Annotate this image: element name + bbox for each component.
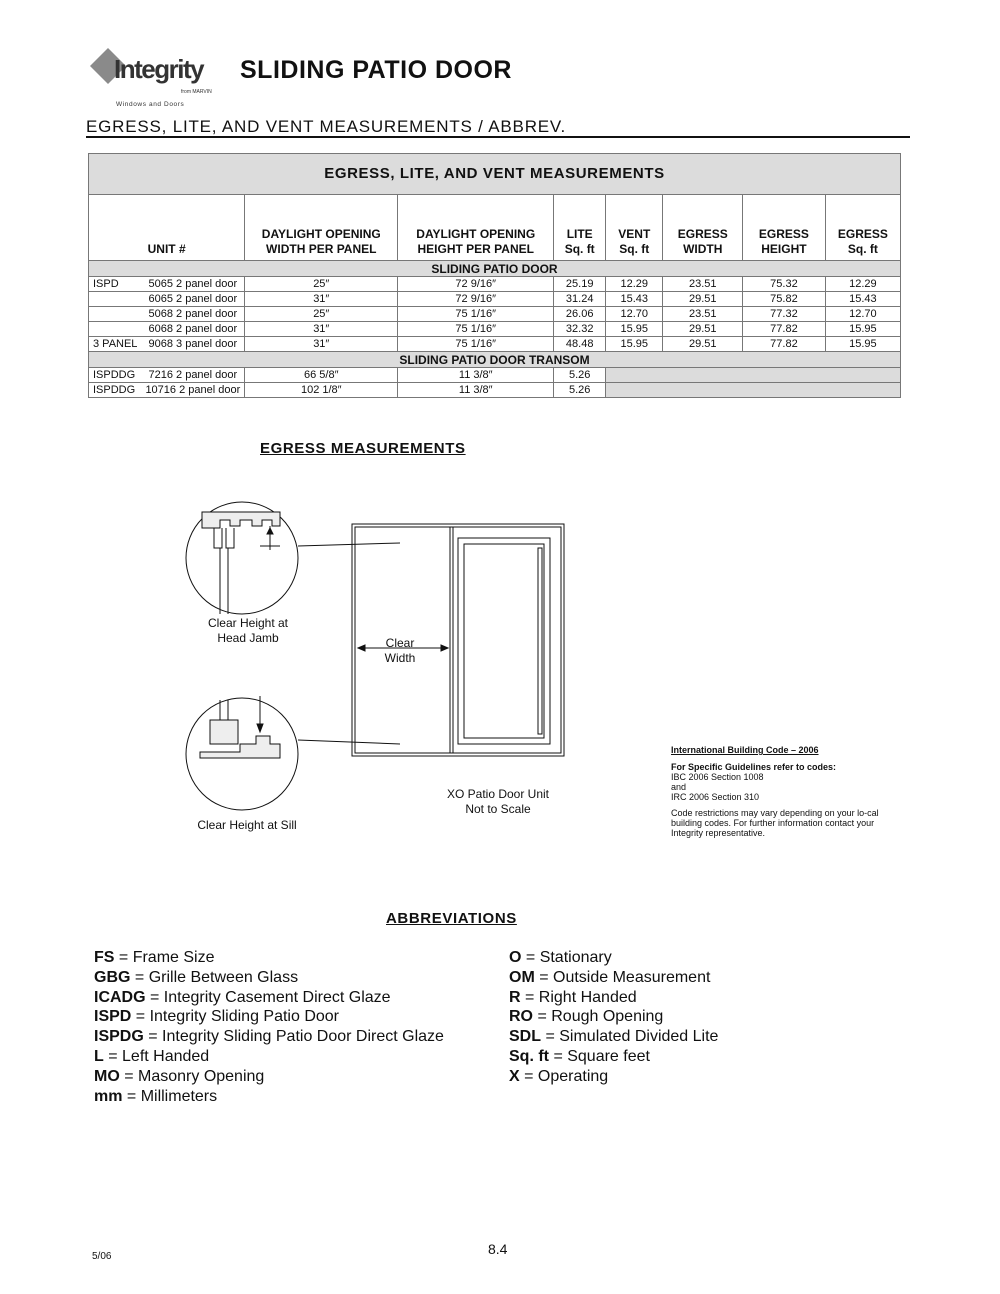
- table-cell: 5068 2 panel door: [141, 307, 244, 322]
- abbreviations-heading: ABBREVIATIONS: [386, 910, 517, 927]
- page-number: 8.4: [488, 1241, 508, 1257]
- column-header: VENT Sq. ft: [606, 195, 663, 261]
- logo-tagline: Windows and Doors: [116, 101, 185, 108]
- table-cell: 77.82: [743, 322, 826, 337]
- abbreviation-item: [509, 1027, 718, 1047]
- abbreviation-term: FS: [94, 949, 115, 966]
- abbreviation-separator: =: [103, 1047, 123, 1065]
- abbreviation-definition: Right Handed: [538, 988, 637, 1006]
- abbreviation-definition: Millimeters: [140, 1087, 218, 1105]
- abbreviation-separator: =: [520, 988, 539, 1006]
- table-cell: ISPDDG: [89, 383, 142, 398]
- abbreviation-separator: =: [131, 1008, 150, 1026]
- sill-profile: [210, 720, 238, 744]
- abbreviation-term: MO: [94, 1067, 120, 1085]
- clear-width-caption-line: Clear: [385, 636, 415, 650]
- table-cell: 102 1/8″: [245, 383, 398, 398]
- abbreviation-item: [94, 1087, 444, 1107]
- integrity-logo: [86, 44, 222, 110]
- egress-heading: EGRESS MEASUREMENTS: [260, 440, 466, 457]
- code-notes-guidelines: For Specific Guidelines refer to codes:: [671, 762, 837, 772]
- table-cell: 3 PANEL: [89, 337, 142, 352]
- abbreviation-separator: =: [549, 1047, 568, 1065]
- abbreviation-definition: Outside Measurement: [553, 968, 711, 986]
- abbreviation-term: X: [509, 1067, 520, 1085]
- table-row: [89, 368, 901, 383]
- logo-brand: Integrity: [114, 54, 204, 84]
- table-row: [89, 292, 901, 307]
- xo-unit-caption-line: Not to Scale: [465, 802, 531, 816]
- head-jamb-caption-line: Clear Height at: [207, 616, 289, 630]
- table-cell: 15.95: [825, 337, 900, 352]
- column-header: EGRESS WIDTH: [663, 195, 743, 261]
- abbreviation-definition: Integrity Casement Direct Glaze: [163, 988, 391, 1006]
- abbreviation-item: [509, 968, 718, 988]
- abbreviation-term: L: [94, 1047, 104, 1065]
- table-cell: 31.24: [554, 292, 606, 307]
- abbreviation-separator: =: [114, 949, 133, 966]
- abbreviation-item: [509, 1047, 718, 1067]
- abbreviation-definition: Square feet: [567, 1047, 650, 1065]
- table-cell: 25″: [245, 277, 398, 292]
- abbreviation-definition: Simulated Divided Lite: [559, 1028, 719, 1046]
- sill-caption: Clear Height at Sill: [197, 818, 297, 832]
- table-cell: 72 9/16″: [398, 277, 554, 292]
- xo-unit-caption: [430, 787, 566, 817]
- abbreviation-definition: Operating: [537, 1067, 609, 1085]
- abbreviation-item: [509, 1067, 718, 1087]
- code-notes-line: IRC 2006 Section 310: [671, 792, 760, 802]
- table-row: [89, 307, 901, 322]
- code-notes: [671, 745, 901, 838]
- table-empty-cell: [606, 383, 901, 398]
- column-header: LITE Sq. ft: [554, 195, 606, 261]
- table-cell: 11 3/8″: [398, 383, 554, 398]
- table-cell: 29.51: [663, 337, 743, 352]
- table-cell: 75.32: [743, 277, 826, 292]
- abbreviation-term: ISPD: [94, 1008, 132, 1026]
- abbreviation-item: [94, 948, 444, 968]
- table-cell: 10716 2 panel door: [141, 383, 244, 398]
- table-row: [89, 322, 901, 337]
- abbreviation-item: [94, 1047, 444, 1067]
- abbreviation-item: [94, 1067, 444, 1087]
- abbreviation-item: [509, 1007, 718, 1027]
- abbreviation-item: [94, 968, 444, 988]
- abbreviation-term: RO: [509, 1008, 533, 1026]
- table-section-row: [89, 261, 901, 277]
- abbreviation-term: O: [509, 949, 522, 966]
- abbreviation-term: ICADG: [94, 988, 146, 1006]
- measurements-table: [88, 153, 901, 398]
- xo-door-vent-panel: [458, 538, 550, 744]
- table-cell: 11 3/8″: [398, 368, 554, 383]
- table-cell: 15.95: [825, 322, 900, 337]
- table-cell: 32.32: [554, 322, 606, 337]
- abbreviation-separator: =: [145, 988, 164, 1006]
- abbreviation-separator: =: [521, 949, 540, 966]
- table-cell: 66 5/8″: [245, 368, 398, 383]
- abbreviation-definition: Grille Between Glass: [148, 968, 299, 986]
- table-cell: 6068 2 panel door: [141, 322, 244, 337]
- column-header: EGRESS Sq. ft: [825, 195, 900, 261]
- abbreviation-separator: =: [541, 1028, 560, 1046]
- abbreviation-separator: =: [533, 1008, 552, 1026]
- table-cell: 31″: [245, 337, 398, 352]
- table-cell: 75.82: [743, 292, 826, 307]
- abbreviation-separator: =: [143, 1028, 163, 1046]
- table-cell: 48.48: [554, 337, 606, 352]
- abbreviation-separator: =: [534, 968, 554, 986]
- table-cell: [89, 322, 142, 337]
- abbreviation-term: SDL: [509, 1028, 541, 1046]
- abbreviation-item: [509, 948, 718, 968]
- table-cell: 12.29: [825, 277, 900, 292]
- column-header: UNIT #: [89, 195, 245, 261]
- code-notes-title: International Building Code – 2006: [671, 745, 819, 755]
- abbreviation-definition: Integrity Sliding Patio Door: [149, 1008, 340, 1026]
- table-cell: 31″: [245, 292, 398, 307]
- table-cell: 9068 3 panel door: [141, 337, 244, 352]
- table-cell: 25″: [245, 307, 398, 322]
- table-cell: 31″: [245, 322, 398, 337]
- clear-width-caption-line: Width: [384, 651, 416, 665]
- code-notes-restrictions: Code restrictions may vary depending on your lo-cal building codes. For further information contact your Integrity representative.: [671, 808, 879, 838]
- table-cell: 15.95: [606, 322, 663, 337]
- abbreviation-separator: =: [519, 1067, 538, 1085]
- abbreviation-definition: Integrity Sliding Patio Door Direct Glaze: [162, 1028, 444, 1046]
- table-cell: ISPDDG: [89, 368, 142, 383]
- table-cell: 77.32: [743, 307, 826, 322]
- table-cell: 25.19: [554, 277, 606, 292]
- table-cell: 23.51: [663, 277, 743, 292]
- column-header: DAYLIGHT OPENING WIDTH PER PANEL: [245, 195, 398, 261]
- column-header: EGRESS HEIGHT: [743, 195, 826, 261]
- abbreviation-term: Sq. ft: [509, 1047, 549, 1065]
- head-jamb-profile: [202, 512, 280, 528]
- table-cell: 5065 2 panel door: [141, 277, 244, 292]
- abbreviation-term: R: [509, 988, 521, 1006]
- abbreviation-item: [94, 1007, 444, 1027]
- column-header: DAYLIGHT OPENING HEIGHT PER PANEL: [398, 195, 554, 261]
- table-title: EGRESS, LITE, AND VENT MEASUREMENTS: [89, 154, 901, 195]
- abbreviation-item: [94, 988, 444, 1008]
- table-cell: 15.43: [825, 292, 900, 307]
- xo-unit-caption-line: XO Patio Door Unit: [446, 787, 550, 801]
- table-section-row: [89, 352, 901, 368]
- table-cell: 75 1/16″: [398, 322, 554, 337]
- table-cell: 23.51: [663, 307, 743, 322]
- table-empty-cell: [606, 368, 901, 383]
- table-cell: 77.82: [743, 337, 826, 352]
- abbreviation-separator: =: [119, 1067, 139, 1085]
- table-row: [89, 383, 901, 398]
- abbreviation-definition: Rough Opening: [551, 1008, 664, 1026]
- section-divider: [86, 136, 910, 138]
- footer-date: 5/06: [92, 1251, 112, 1262]
- abbreviation-definition: Left Handed: [122, 1047, 210, 1065]
- code-notes-line: IBC 2006 Section 1008: [671, 772, 764, 782]
- table-cell: 75 1/16″: [398, 337, 554, 352]
- table-cell: [89, 292, 142, 307]
- code-notes-line: and: [671, 782, 687, 792]
- table-cell: 72 9/16″: [398, 292, 554, 307]
- section-header: EGRESS, LITE, AND VENT MEASUREMENTS / ABBREV.: [86, 117, 567, 136]
- table-cell: 12.29: [606, 277, 663, 292]
- table-cell: 75 1/16″: [398, 307, 554, 322]
- clear-width-caption: [370, 636, 430, 666]
- table-cell: 5.26: [554, 383, 606, 398]
- table-cell: 15.43: [606, 292, 663, 307]
- table-cell: 6065 2 panel door: [141, 292, 244, 307]
- table-cell: 7216 2 panel door: [141, 368, 244, 383]
- table-section-title: SLIDING PATIO DOOR: [89, 261, 901, 277]
- abbreviation-term: GBG: [94, 968, 131, 986]
- abbreviation-separator: =: [130, 968, 149, 986]
- table-cell: 29.51: [663, 292, 743, 307]
- table-section-title: SLIDING PATIO DOOR TRANSOM: [89, 352, 901, 368]
- abbreviation-term: mm: [94, 1087, 123, 1105]
- table-header-row: [89, 195, 901, 261]
- table-cell: ISPD: [89, 277, 142, 292]
- table-cell: 29.51: [663, 322, 743, 337]
- abbreviation-term: OM: [509, 968, 535, 986]
- table-cell: [89, 307, 142, 322]
- head-jamb-caption: [196, 616, 300, 646]
- abbreviation-definition: Masonry Opening: [138, 1067, 265, 1085]
- table-row: [89, 277, 901, 292]
- table-cell: 12.70: [606, 307, 663, 322]
- table-title-row: [89, 154, 901, 195]
- abbreviation-separator: =: [122, 1087, 141, 1105]
- table-row: [89, 337, 901, 352]
- page-title: SLIDING PATIO DOOR: [240, 56, 512, 84]
- table-cell: 26.06: [554, 307, 606, 322]
- logo-from: from MARVIN: [181, 89, 212, 95]
- abbreviation-definition: Stationary: [539, 949, 612, 966]
- table-cell: 5.26: [554, 368, 606, 383]
- table-cell: 12.70: [825, 307, 900, 322]
- abbreviation-term: ISPDG: [94, 1028, 144, 1046]
- abbreviation-item: [509, 988, 718, 1008]
- table-cell: 15.95: [606, 337, 663, 352]
- head-jamb-glass: [214, 528, 234, 548]
- abbreviation-definition: Frame Size: [132, 949, 215, 966]
- abbreviation-item: [94, 1027, 444, 1047]
- head-jamb-caption-line: Head Jamb: [217, 631, 279, 645]
- abbreviations-left-list: [94, 948, 444, 1106]
- abbreviations-right-list: [509, 948, 718, 1087]
